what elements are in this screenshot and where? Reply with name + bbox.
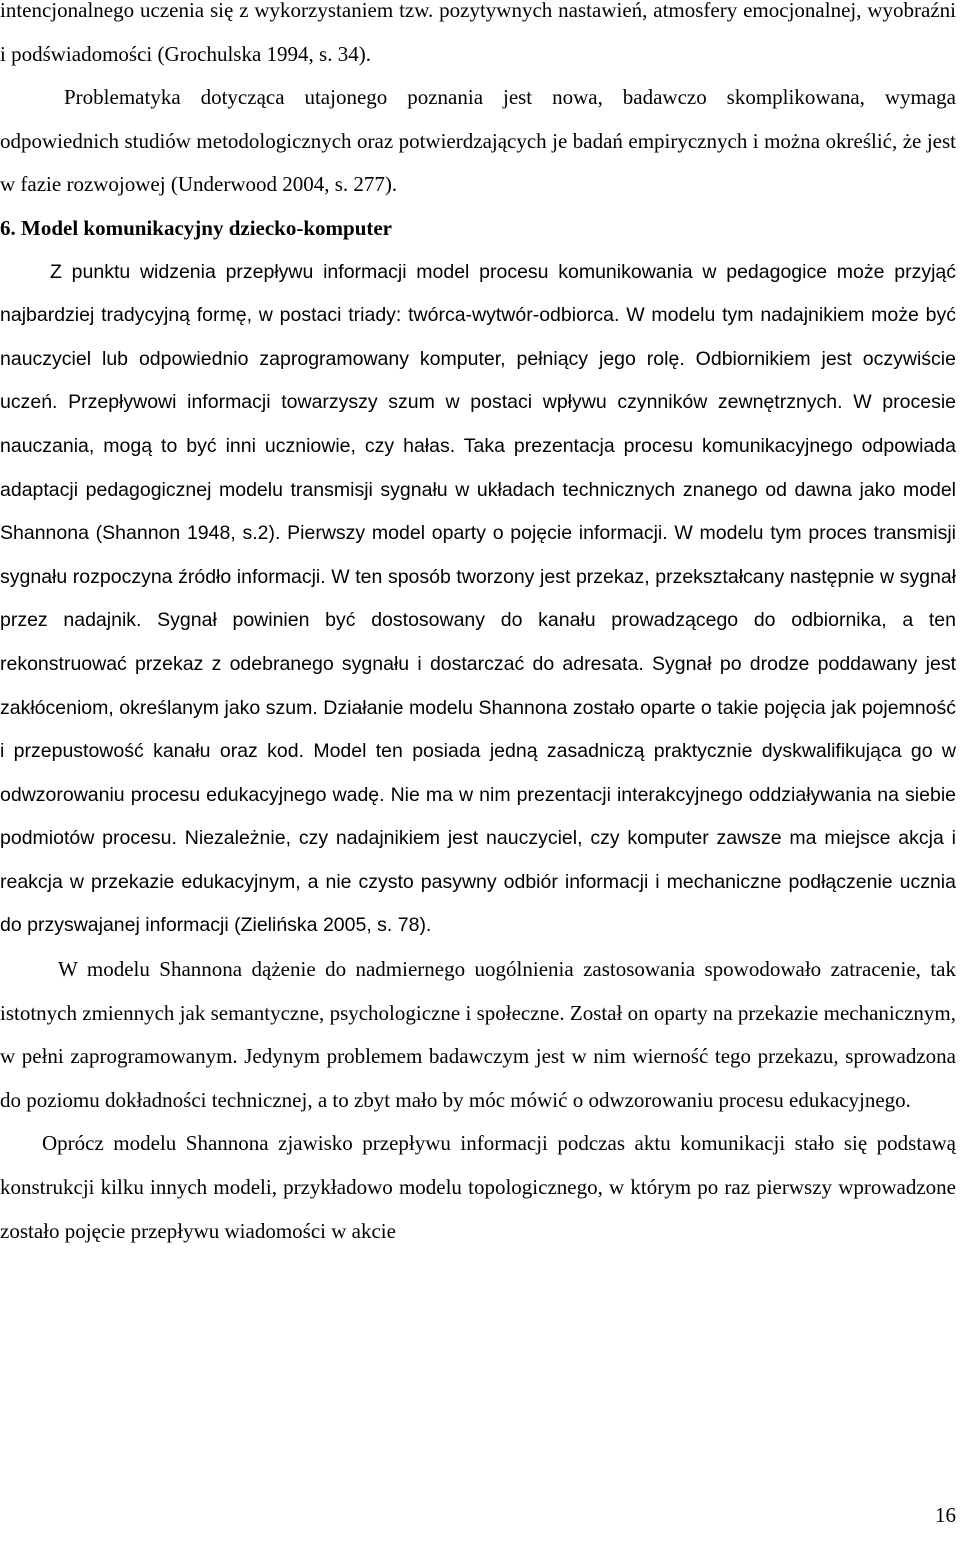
paragraph-continuation: intencjonalnego uczenia się z wykorzystaniem tzw. pozytywnych nastawień, atmosfery emocjonalnej, wyobraźni i podświadomości (Grochulska 1994, s. 34). bbox=[0, 0, 956, 66]
page-number: 16 bbox=[935, 1503, 956, 1527]
paragraph-other-models: Oprócz modelu Shannona zjawisko przepływu informacji podczas aktu komunikacji stało się podstawą konstrukcji kilku innych modeli, przykładowo modelu topologicznego, w którym po raz pierwszy wprowadzone zostało pojęcie przepływu wiadomości w akcie bbox=[0, 1131, 956, 1243]
section-heading: 6. Model komunikacyjny dziecko-komputer bbox=[0, 215, 393, 240]
paragraph-implicit-learning: Problematyka dotycząca utajonego poznania jest nowa, badawczo skomplikowana, wymaga odpowiednich studiów metodologicznych oraz potwierdzających je badań empirycznych i można określić, że jest w fazie rozwojowej (Underwood 2004, s. 277). bbox=[0, 85, 956, 197]
paragraph-shannon-critique: W modelu Shannona dążenie do nadmiernego uogólnienia zastosowania spowodowało zatracenie, tak istotnych zmiennych jak semantyczne, psychologiczne i społeczne. Został on oparty na przekazie mechanicznym, w pełni zaprogramowanym. Jedynym problemem badawczym jest w nim wierność tego przekazu, sprowadzona do poziomu dokładności technicznej, a to zbyt mało by móc mówić o odwzorowaniu procesu edukacyjnego. bbox=[0, 957, 956, 1112]
paragraph-communication-model: Z punktu widzenia przepływu informacji model procesu komunikowania w pedagogice może przyjąć najbardziej tradycyjną formę, w postaci triady: twórca-wytwór-odbiorca. W modelu tym nadajnikiem może być nauczyciel lub odpowiednio zaprogramowany komputer, pełniący jego rolę. Odbiornikiem jest oczywiście uczeń. Przepływowi informacji towarzyszy szum w postaci wpływu czynników zewnętrznych. W procesie nauczania, mogą to być inni uczniowie, czy hałas. Taka prezentacja procesu komunikacyjnego odpowiada adaptacji pedagogicznej modelu transmisji sygnału w układach technicznych znanego od dawna jako model Shannona (Shannon 1948, s.2). Pierwszy model oparty o pojęcie informacji. W modelu tym proces transmisji sygnału rozpoczyna źródło informacji. W ten sposób tworzony jest przekaz, przekształcany następnie w sygnał przez nadajnik. Sygnał powinien być dostosowany do kanału prowadzącego do odbiornika, a ten rekonstruować przekaz z odebranego sygnału i dostarczać do adresata. Sygnał po drodze poddawany jest zakłóceniom, określanym jako szum. Działanie modelu Shannona zostało oparte o takie pojęcia jak pojemność i przepustowość kanału oraz kod. Model ten posiada jedną zasadniczą praktycznie dyskwalifikująca go w odwzorowaniu procesu edukacyjnego wadę. Nie ma w nim prezentacji interakcyjnego oddziaływania na siebie podmiotów procesu. Niezależnie, czy nadajnikiem jest nauczyciel, czy komputer zawsze ma miejsce akcja i reakcja w przekazie edukacyjnym, a nie czysto pasywny odbiór informacji i mechaniczne podłączenie ucznia do przyswajanej informacji (Zielińska 2005, s. 78). bbox=[0, 260, 956, 937]
